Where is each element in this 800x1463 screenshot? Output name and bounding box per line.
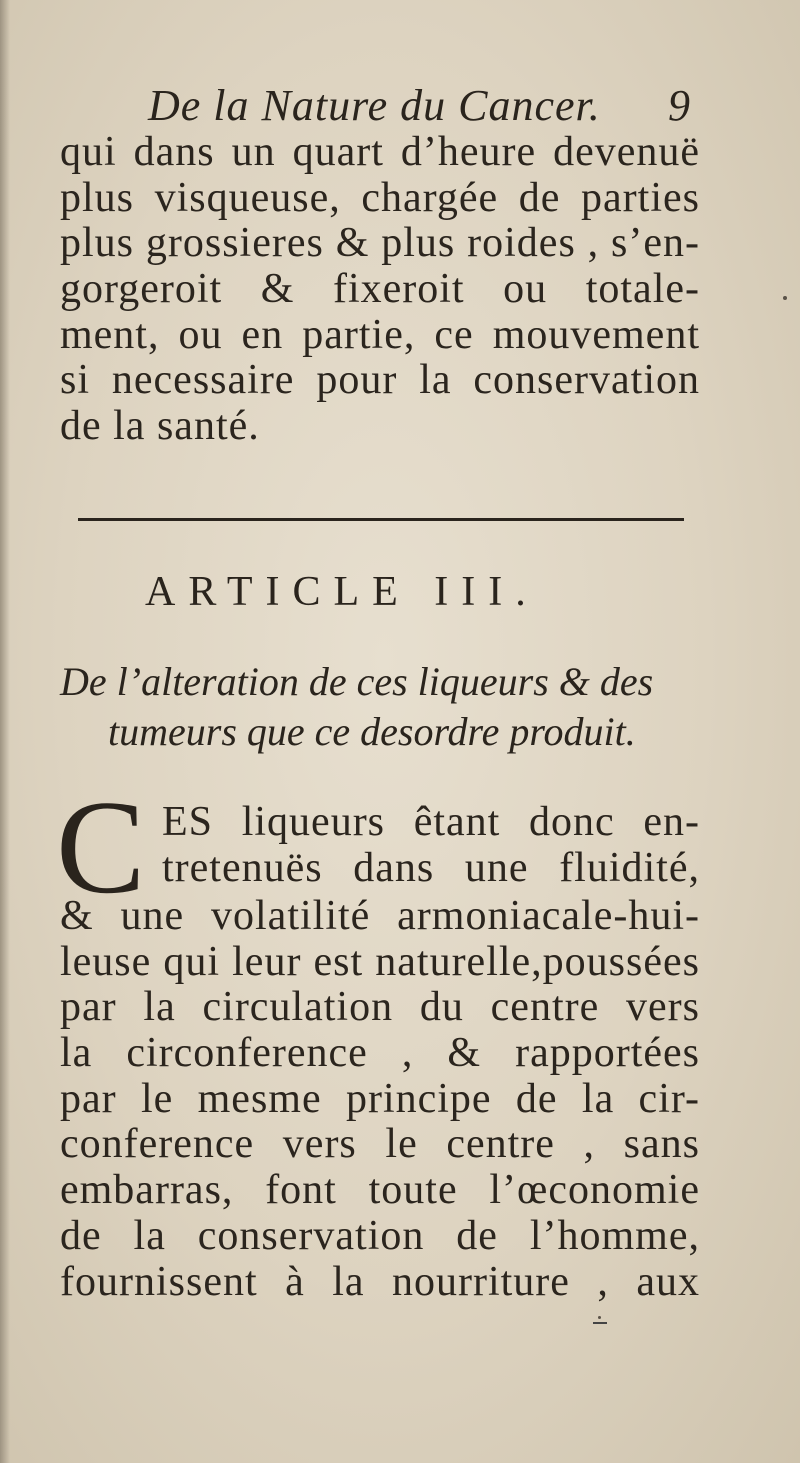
text-line: embarras, font toute l’œconomie (60, 1167, 700, 1214)
running-head-title: De la Nature du Cancer. (148, 81, 601, 130)
running-head (148, 80, 708, 136)
text-line: qui dans un quart d’heure devenuë (60, 129, 700, 175)
top-paragraph (60, 130, 700, 450)
text-line: de la santé. (60, 403, 260, 450)
section-divider-rule (78, 518, 684, 521)
text-line: fournissent à la nourriture , aux (60, 1258, 700, 1305)
signature-mark (593, 1322, 607, 1324)
text-line: & une volatilité armoniacale-hui- (60, 893, 700, 939)
text-line: conference vers le centre , sans (60, 1121, 700, 1168)
text-line: plus visqueuse, chargée de parties (60, 174, 700, 221)
text-line: leuse qui leur est naturelle,poussées (60, 938, 700, 985)
page-number: 9 (668, 81, 690, 130)
text-line: plus grossieres & plus roides , s’en- (60, 220, 700, 267)
drop-cap-letter: C (56, 773, 146, 921)
text-line: tretenuës dans une fluidité, (162, 844, 700, 891)
text-line: la circonference , & rapportées (60, 1030, 700, 1077)
text-line: par la circulation du centre vers (60, 984, 700, 1031)
article-subtitle-line-2: tumeurs que ce desordre produit. (108, 709, 636, 754)
text-line: ES liqueurs êtant donc en- (162, 799, 700, 845)
paper-speck (598, 1316, 601, 1319)
text-line: gorgeroit & fixeroit ou totale- (60, 266, 700, 313)
article-subtitle-line-1: De l’alteration de ces liqueurs & des (60, 659, 654, 704)
text-line: ment, ou en partie, ce mouvement (60, 311, 700, 358)
text-line: par le mesme principe de la cir- (60, 1075, 700, 1122)
text-line: si necessaire pour la conservation (60, 357, 700, 404)
paper-speck (783, 296, 787, 300)
article-heading: ARTICLE III. (145, 569, 539, 615)
text-line: de la conservation de l’homme, (60, 1212, 700, 1259)
body-opening-lines (162, 800, 700, 891)
body-paragraph (60, 894, 700, 1305)
